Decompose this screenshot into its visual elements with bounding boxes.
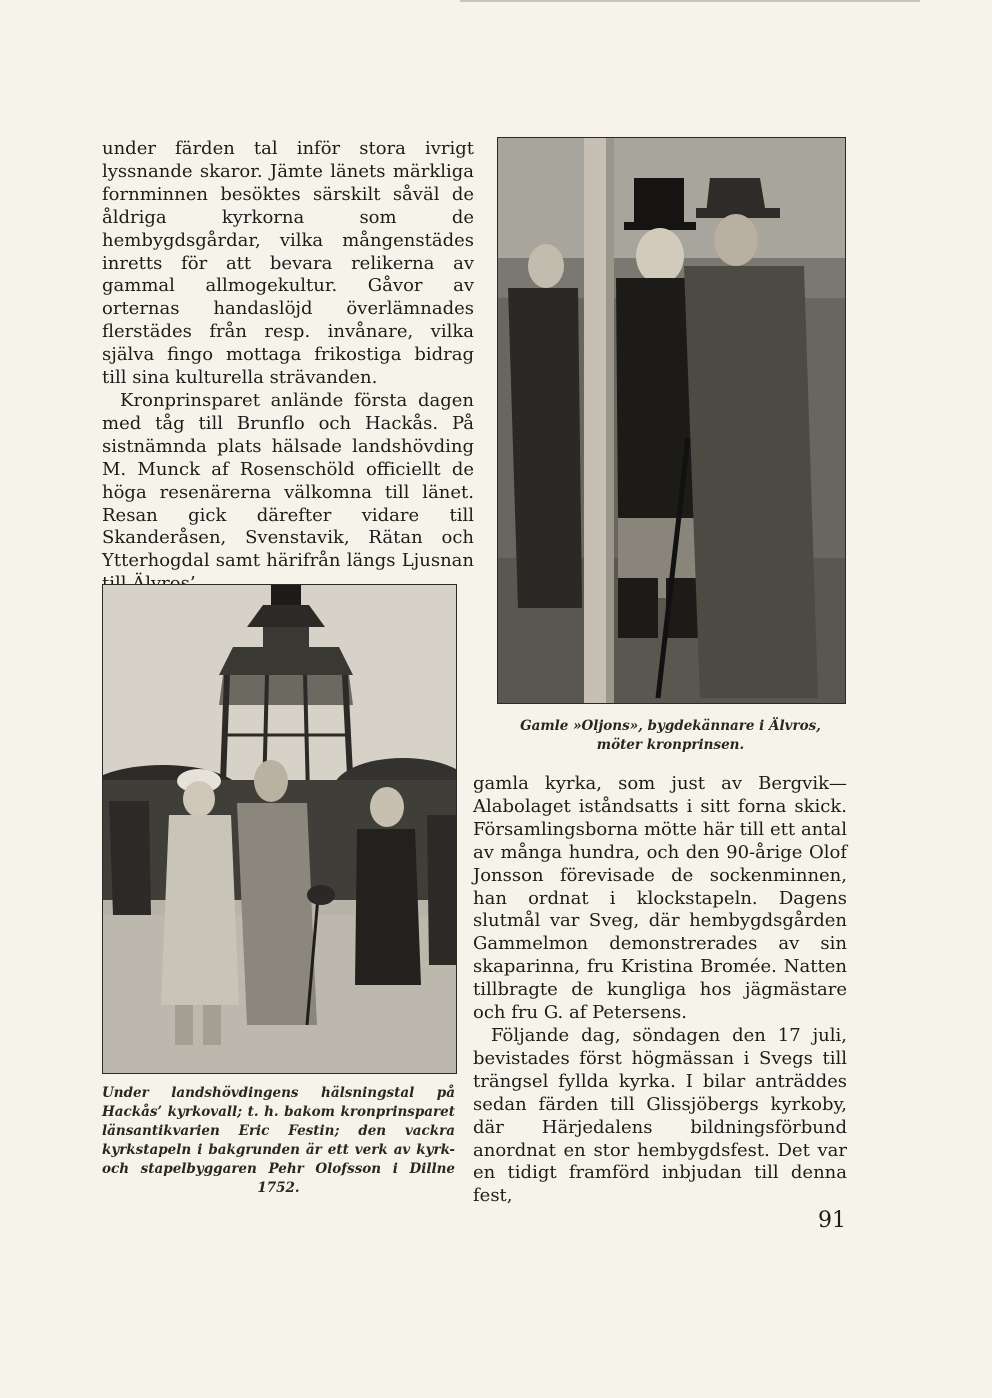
page-number: 91 — [818, 1208, 846, 1233]
right-paragraph-1: gamla kyrka, som just av Bergvik—Alabolaget iståndsatts i sitt forna skick. Församlingsborna mötte här till ett antal av många hundra, och den 90-årige Olof Jonsson förevisade de sockenminnen, han ordnat i klockstapeln. Dagens slutmål var Sveg, där hembygdsgården Gammelmon demonstrerades av sin skaparinna, fru Kristina Bromée. Natten tillbragte de kungliga hos jägmästare och fru G. af Petersens. — [473, 773, 847, 1024]
hackas-photo-illustration — [103, 585, 456, 1073]
caption-oljons: Gamle »Oljons», bygdekännare i Älvros, möter kronprinsen. — [520, 718, 821, 753]
photo-oljons-meets-crown-prince — [497, 137, 846, 704]
right-text-column — [473, 773, 847, 1208]
left-paragraph-1: under färden tal inför stora ivrigt lyssnande skaror. Jämte länets märkliga fornminnen besöktes särskilt såväl de åldriga kyrkorna som de hembygdsgårdar, vilka mångenstädes inretts för att bevara relikerna av gammal allmogekultur. Gåvor av orternas handaslöjd överlämnades flerstädes från resp. invånare, vilka själva fingo mottaga frikostiga bidrag till sina kulturella strävanden. — [102, 138, 474, 389]
top-rule — [460, 0, 920, 2]
left-paragraph-2: Kronprinsparet anlände första dagen med tåg till Brunflo och Hackås. På sistnämnda plats hälsade landshövding M. Munck af Rosenschöld officiellt de höga resenärerna välkomna till länet. Resan gick därefter vidare till Skanderåsen, Svenstavik, Rätan och Ytterhogdal samt härifrån längs Ljusnan — [102, 389, 474, 572]
caption-hackas: Under landshövdingens hälsningstal på Hackås’ kyrkovall; t. h. bakom kronprinsparet länsantikvarien Eric Festin; den vackra kyrkstapeln i bakgrunden är ett verk av kyrk- och stapelbyggaren Pehr Olofsson i Dillne 1752. — [102, 1085, 455, 1196]
oljons-photo-illustration — [498, 138, 845, 703]
photo-hackas-greeting — [102, 584, 457, 1074]
right-paragraph-2: Följande dag, söndagen den 17 juli, bevistades först högmässan i Svegs till trängsel fyllda kyrka. I bilar anträddes sedan färden till Glissjöbergs kyrkoby, där Härjedalens bildningsförbund anordnat en stor hembygdsfest. Det var en tidigt framförd inbjudan till denna fest, — [473, 1024, 847, 1207]
left-text-column — [102, 138, 474, 596]
